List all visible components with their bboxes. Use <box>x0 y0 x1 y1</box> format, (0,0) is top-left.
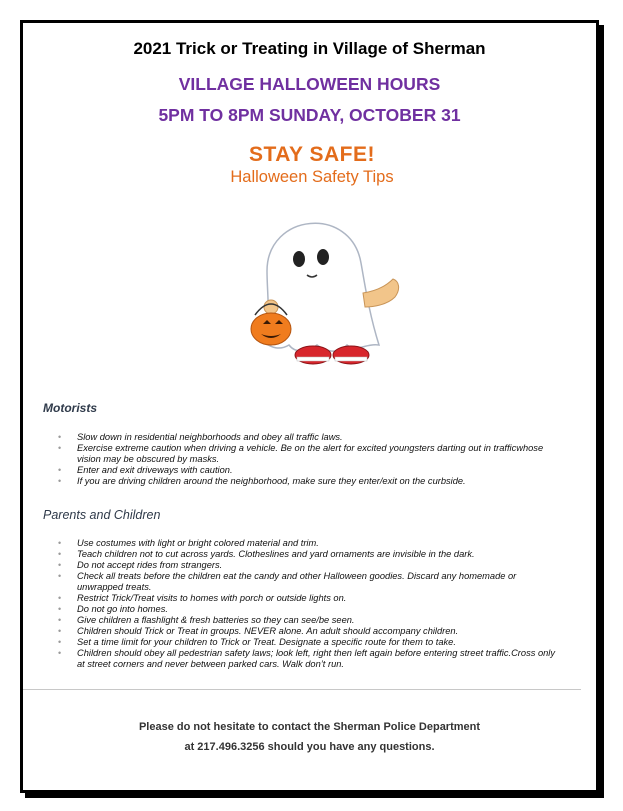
tip-item: • Children should obey all pedestrian safety laws; look left, right then left again before entering street traffic.Cross only at street corners and never between parked cars. Walk don’t run. <box>77 648 557 670</box>
parents-tips-list <box>77 538 557 670</box>
tip-item: • Do not accept rides from strangers. <box>77 560 557 571</box>
contact-line-1: Please do not hesitate to contact the Sherman Police Department <box>138 721 481 733</box>
tip-item: • Do not go into homes. <box>77 604 557 615</box>
tip-item: • Use costumes with light or bright colored material and trim. <box>77 538 557 549</box>
stay-safe-title: STAY SAFE! <box>249 143 375 166</box>
tip-item: • Enter and exit driveways with caution. <box>77 465 557 476</box>
stay-safe-illustration <box>201 141 423 373</box>
tip-item: • Restrict Trick/Treat visits to homes with porch or outside lights on. <box>77 593 557 604</box>
divider <box>23 689 581 690</box>
safety-tips-subtitle: Halloween Safety Tips <box>230 168 394 186</box>
tip-item: • Set a time limit for your children to Trick or Treat. Designate a specific route for them to take. <box>77 637 557 648</box>
tip-item: • If you are driving children around the neighborhood, make sure they enter/exit on the curbside. <box>77 476 557 487</box>
motorists-heading: Motorists <box>43 401 97 415</box>
contact-line-2: at 217.496.3256 should you have any questions. <box>184 741 435 753</box>
halloween-hours-heading: VILLAGE HALLOWEEN HOURS <box>178 74 441 94</box>
tip-item: • Teach children not to cut across yards. Clotheslines and yard ornaments are invisible in the dark. <box>77 549 557 560</box>
page-title: 2021 Trick or Treating in Village of Sherman <box>133 39 486 58</box>
halloween-hours-date: 5PM TO 8PM SUNDAY, OCTOBER 31 <box>158 105 461 125</box>
parents-heading: Parents and Children <box>43 508 161 522</box>
ghost-icon <box>201 193 423 373</box>
motorists-tips-list <box>77 432 557 487</box>
tip-item: • Slow down in residential neighborhoods and obey all traffic laws. <box>77 432 557 443</box>
tip-item: • Exercise extreme caution when driving a vehicle. Be on the alert for excited youngsters darting out in trafficwhose vision may be obscured by masks. <box>77 443 557 465</box>
tip-item: • Children should Trick or Treat in groups. NEVER alone. An adult should accompany children. <box>77 626 557 637</box>
tip-item: • Check all treats before the children eat the candy and other Halloween goodies. Discard any homemade or unwrapped treats. <box>77 571 557 593</box>
flyer <box>20 20 599 793</box>
tip-item: • Give children a flashlight & fresh batteries so they can see/be seen. <box>77 615 557 626</box>
